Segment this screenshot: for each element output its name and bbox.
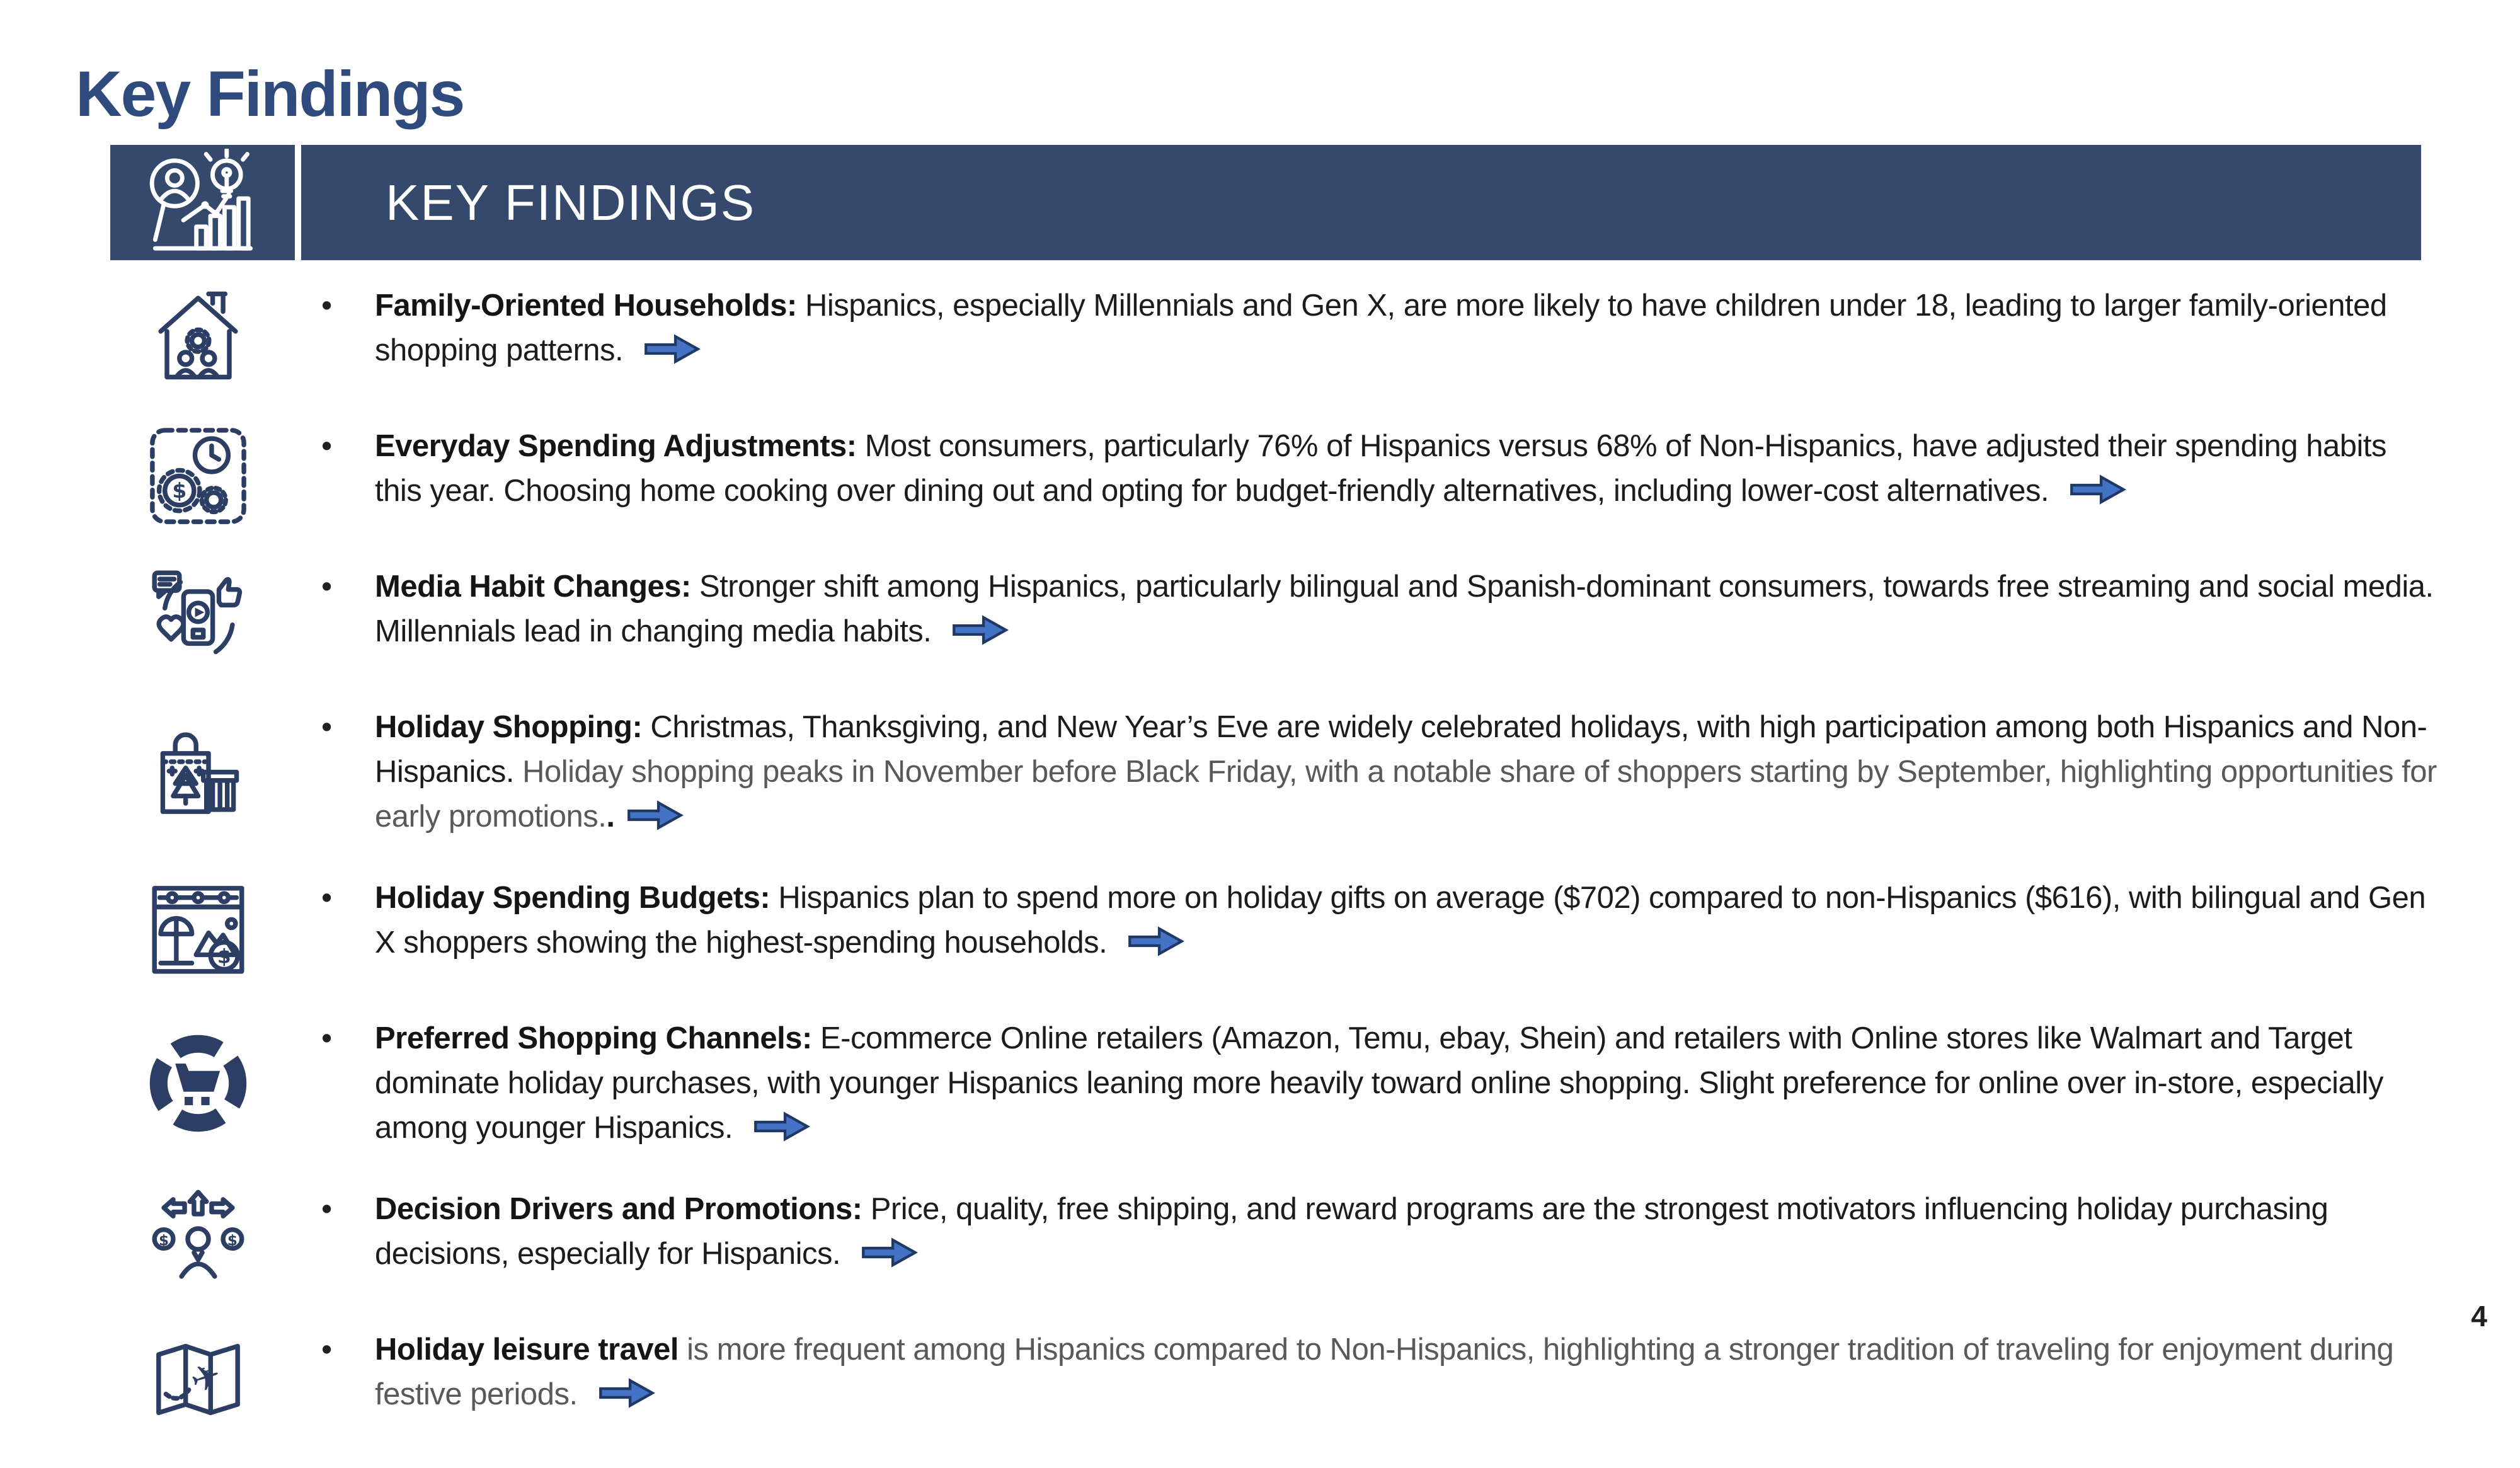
finding-text-segment: is more frequent among Hispanics compared to Non-Hispanics, highlighting a stronger tradition of traveling for enjoyment during festive periods. bbox=[375, 1333, 2394, 1411]
finding-text bbox=[375, 565, 2441, 654]
section-header-icon-cell bbox=[110, 145, 295, 260]
forward-arrow-icon[interactable] bbox=[1124, 925, 1187, 958]
finding-text bbox=[375, 1328, 2441, 1417]
svg-text:$: $ bbox=[227, 1232, 238, 1249]
finding-item bbox=[110, 1016, 2454, 1150]
finding-item bbox=[110, 424, 2454, 528]
finding-icon-cell bbox=[110, 720, 268, 824]
finding-icon-cell bbox=[110, 1328, 268, 1431]
finding-text-segment: Media Habit Changes: bbox=[375, 570, 691, 604]
finding-item bbox=[110, 705, 2454, 839]
finding-text-segment: Price, quality, free shipping, and reward programs are the strongest motivators influencing holiday purchasing decisions, especially for Hispanics. bbox=[375, 1192, 2328, 1271]
finding-icon-cell bbox=[110, 1187, 268, 1291]
holiday-budget-calendar-icon bbox=[146, 876, 250, 980]
forward-arrow-icon[interactable] bbox=[857, 1236, 920, 1269]
finding-text-segment: Holiday Shopping: bbox=[375, 710, 643, 744]
holiday-shopping-bag-icon bbox=[146, 720, 250, 824]
bullet-marker: • bbox=[321, 289, 333, 323]
finding-text-segment: E-commerce Online retailers (Amazon, Temu, ebay, Shein) and retailers with Online stores like Walmart and Target dominate holiday purchases, with younger Hispanics leaning more heavily toward online shopping. Slight preference for online over in-store, especially among younger Hispanics. bbox=[375, 1021, 2384, 1145]
finding-text-segment: Hispanics plan to spend more on holiday gifts on average ($702) compared to non-Hispanics ($616), with bilingual and Gen X shoppers showing the highest-spending households. bbox=[375, 881, 2426, 960]
page-number: 4 bbox=[2471, 1300, 2487, 1333]
finding-icon-cell bbox=[110, 424, 268, 528]
finding-item bbox=[110, 1328, 2454, 1431]
finding-item bbox=[110, 565, 2454, 668]
spending-adjustment-gears-icon bbox=[146, 424, 250, 528]
bullet-marker: • bbox=[321, 710, 333, 744]
svg-text:✈: ✈ bbox=[185, 1354, 226, 1402]
finding-text-segment: Decision Drivers and Promotions: bbox=[375, 1192, 862, 1226]
svg-text:$: $ bbox=[158, 1232, 169, 1249]
finding-icon-cell bbox=[110, 284, 268, 387]
travel-map-plane-icon bbox=[146, 1328, 250, 1431]
findings-list bbox=[110, 260, 2454, 1468]
forward-arrow-icon[interactable] bbox=[623, 799, 686, 832]
finding-text-segment: Christmas, Thanksgiving, and New Year’s Eve are widely celebrated holidays, with high participation among both Hispanics and Non-Hispanics. bbox=[375, 710, 2427, 789]
finding-text bbox=[375, 284, 2441, 373]
svg-text:$: $ bbox=[171, 478, 186, 503]
bullet-marker: • bbox=[321, 429, 333, 463]
forward-arrow-icon[interactable] bbox=[2066, 473, 2129, 506]
forward-arrow-icon[interactable] bbox=[750, 1110, 813, 1143]
shopping-cart-ring-icon bbox=[146, 1031, 250, 1135]
finding-text-segment: . bbox=[606, 800, 615, 834]
decision-drivers-person-icon bbox=[146, 1187, 250, 1291]
forward-arrow-icon[interactable] bbox=[640, 333, 703, 365]
finding-text-segment: Preferred Shopping Channels: bbox=[375, 1021, 812, 1055]
bullet-marker: • bbox=[321, 1192, 333, 1226]
finding-text-segment: Stronger shift among Hispanics, particularly bilingual and Spanish-dominant consumers, towards free streaming and social media. Millennials lead in changing media habits. bbox=[375, 570, 2434, 648]
bullet-marker: • bbox=[321, 1333, 333, 1367]
section-header-main bbox=[301, 145, 2421, 260]
house-family-icon bbox=[146, 284, 250, 387]
bullet-marker: • bbox=[321, 881, 333, 915]
band-divider bbox=[295, 145, 301, 260]
forward-arrow-icon[interactable] bbox=[595, 1377, 658, 1409]
finding-text bbox=[375, 424, 2441, 513]
bullet-marker: • bbox=[321, 570, 333, 604]
section-header bbox=[110, 145, 2421, 260]
finding-item bbox=[110, 284, 2454, 387]
finding-text-segment: Family-Oriented Households: bbox=[375, 289, 797, 323]
finding-text bbox=[375, 1187, 2441, 1276]
forward-arrow-icon[interactable] bbox=[948, 614, 1011, 646]
page-title: Key Findings bbox=[76, 58, 464, 130]
finding-item bbox=[110, 876, 2454, 980]
finding-text-segment: Everyday Spending Adjustments: bbox=[375, 429, 857, 463]
media-habits-phone-icon bbox=[146, 565, 250, 668]
finding-text bbox=[375, 876, 2441, 965]
audience-insights-icon bbox=[135, 149, 271, 257]
bullet-marker: • bbox=[321, 1021, 333, 1055]
finding-text-segment: Holiday Spending Budgets: bbox=[375, 881, 770, 915]
finding-text-segment: Most consumers, particularly 76% of Hispanics versus 68% of Non-Hispanics, have adjusted their spending habits this year. Choosing home cooking over dining out and opting for budget-friendly alternatives, including lower-cost alternatives. bbox=[375, 429, 2387, 508]
svg-text:$: $ bbox=[217, 945, 231, 968]
finding-icon-cell bbox=[110, 1031, 268, 1135]
finding-icon-cell bbox=[110, 565, 268, 668]
finding-icon-cell bbox=[110, 876, 268, 980]
finding-text bbox=[375, 705, 2441, 839]
finding-text bbox=[375, 1016, 2441, 1150]
section-header-title: KEY FINDINGS bbox=[386, 174, 756, 231]
finding-text-segment: Hispanics, especially Millennials and Gen X, are more likely to have children under 18, leading to larger family-oriented shopping patterns. bbox=[375, 289, 2387, 367]
finding-text-segment: Holiday shopping peaks in November before Black Friday, with a notable share of shoppers starting by September, highlighting opportunities for early promotions. bbox=[375, 755, 2437, 834]
finding-item bbox=[110, 1187, 2454, 1291]
finding-text-segment: Holiday leisure travel bbox=[375, 1333, 679, 1367]
